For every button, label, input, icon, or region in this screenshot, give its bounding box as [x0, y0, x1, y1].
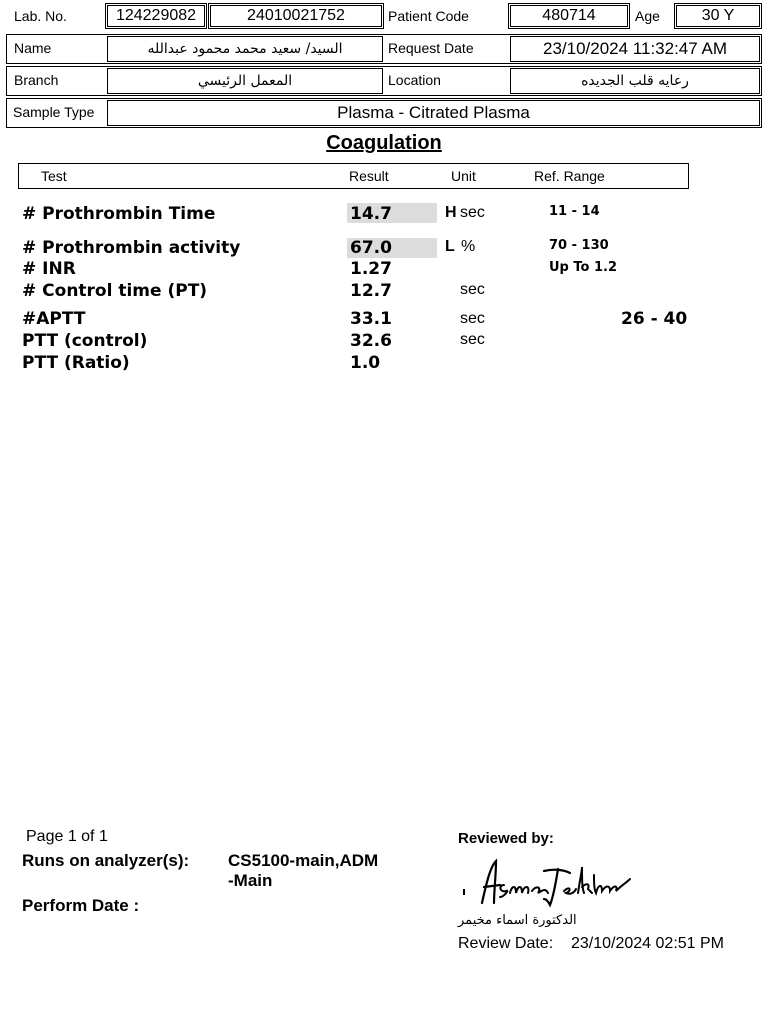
result-value: 67.0 [350, 238, 392, 258]
lab-no-primary: 124229082 [107, 5, 205, 27]
request-date-value: 23/10/2024 11:32:47 AM [510, 36, 760, 62]
col-unit: Unit [451, 168, 476, 184]
branch-value: المعمل الرئيسي [107, 68, 383, 94]
request-date-label: Request Date [388, 40, 474, 56]
reviewed-by-label: Reviewed by: [458, 830, 554, 847]
location-value: رعايه قلب الجديده [510, 68, 760, 94]
patient-code-label: Patient Code [388, 8, 469, 24]
result-value: 1.0 [350, 353, 381, 373]
high-flag: H [445, 204, 457, 221]
test-name: PTT (Ratio) [22, 353, 130, 373]
page-number: Page 1 of 1 [26, 828, 108, 845]
age-label: Age [635, 8, 660, 24]
section-title: Coagulation [326, 132, 442, 154]
test-name: # Control time (PT) [22, 281, 208, 301]
branch-label: Branch [14, 72, 59, 88]
unit: sec [460, 310, 485, 327]
test-name: #APTT [22, 309, 86, 329]
analyzer-label: Runs on analyzer(s): [22, 851, 190, 870]
ref-range: 70 - 130 [549, 238, 609, 253]
unit: sec [460, 281, 485, 298]
unit: sec [460, 331, 485, 348]
sample-type-value: Plasma - Citrated Plasma [107, 100, 760, 126]
ref-range: 26 - 40 [621, 309, 688, 329]
patient-code-value: 480714 [510, 5, 628, 27]
reviewer-signature [460, 855, 640, 915]
result-value: 1.27 [350, 259, 392, 279]
patient-name: السيد/ سعيد محمد محمود عبدالله [107, 36, 383, 62]
analyzer-value-line1: CS5100-main,ADM [228, 851, 379, 870]
col-test: Test [41, 168, 67, 184]
analyzer-value-line2: -Main [228, 871, 273, 890]
col-ref-range: Ref. Range [534, 168, 605, 184]
lab-no-secondary: 24010021752 [210, 5, 382, 27]
result-value: 12.7 [350, 281, 392, 301]
perform-date-label: Perform Date : [22, 896, 140, 915]
lab-no-label: Lab. No. [14, 8, 67, 24]
result-value: 32.6 [350, 331, 392, 351]
sample-type-label: Sample Type [13, 104, 95, 120]
name-label: Name [14, 40, 52, 56]
test-name: PTT (control) [22, 331, 148, 351]
review-date-value: 23/10/2024 02:51 PM [571, 935, 725, 952]
test-name: # INR [22, 259, 76, 279]
result-value: 33.1 [350, 309, 392, 329]
reviewer-name: الدكتورة اسماء مخيمر [458, 913, 577, 928]
low-flag: L [445, 238, 455, 255]
review-date-label: Review Date: [458, 935, 554, 952]
unit: sec [460, 204, 485, 221]
age-value: 30 Y [676, 5, 760, 27]
unit: % [461, 238, 476, 255]
col-result: Result [349, 168, 389, 184]
location-label: Location [388, 72, 441, 88]
test-name: # Prothrombin activity [22, 238, 241, 258]
results-table-header [18, 163, 689, 189]
ref-range: 11 - 14 [549, 204, 600, 219]
ref-range: Up To 1.2 [549, 260, 618, 275]
result-value: 14.7 [350, 204, 392, 224]
test-name: # Prothrombin Time [22, 204, 216, 224]
